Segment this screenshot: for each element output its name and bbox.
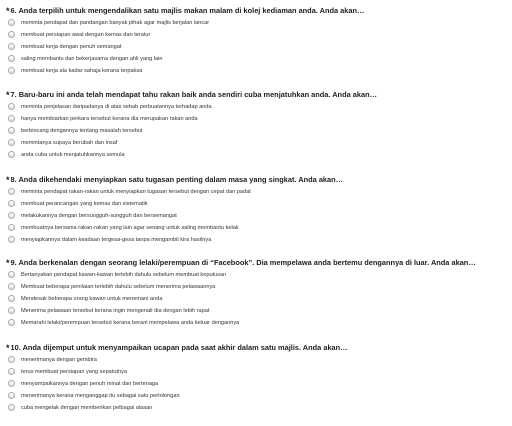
- radio-button[interactable]: [8, 319, 15, 326]
- radio-button[interactable]: [8, 43, 15, 50]
- radio-button[interactable]: [8, 307, 15, 314]
- answer-option[interactable]: [6, 65, 506, 77]
- option-label: melakukannya dengan bersungguh-sungguh dan bersemangat: [21, 213, 177, 219]
- question-text: 8. Anda dikehendaki menyiapkan satu tugasan penting dalam masa yang singkat. Anda akan…: [10, 175, 344, 184]
- question-text: 10. Anda dijemput untuk menyampaikan ucapan pada saat akhir dalam satu majlis. Anda akan…: [10, 343, 348, 352]
- answer-option[interactable]: [6, 198, 506, 210]
- answer-option[interactable]: [6, 41, 506, 53]
- radio-button[interactable]: [8, 380, 15, 387]
- radio-button[interactable]: [8, 188, 15, 195]
- answer-option[interactable]: [6, 378, 506, 390]
- answer-option[interactable]: [6, 234, 506, 246]
- question-7: [6, 88, 506, 161]
- radio-button[interactable]: [8, 392, 15, 399]
- option-label: Membuat beberapa penilaian terlebih dahulu sebelum menerima pelawaannya: [21, 284, 216, 290]
- answer-option[interactable]: [6, 269, 506, 281]
- answer-option[interactable]: [6, 17, 506, 29]
- answer-option[interactable]: [6, 113, 506, 125]
- option-label: membuat kerja ala kadar sahaja kerana terpaksa: [21, 68, 143, 74]
- answer-option[interactable]: [6, 137, 506, 149]
- radio-button[interactable]: [8, 283, 15, 290]
- answer-option[interactable]: [6, 125, 506, 137]
- radio-button[interactable]: [8, 271, 15, 278]
- answer-option[interactable]: [6, 222, 506, 234]
- question-title: [6, 341, 506, 354]
- radio-button[interactable]: [8, 404, 15, 411]
- option-label: Bertanyakan pendapat kawan-kawan terlebih dahulu sebelum membuat keputusan: [21, 272, 227, 278]
- option-label: menerimanya kerana menganggap itu sebagai satu pertolongan: [21, 393, 180, 399]
- radio-button[interactable]: [8, 19, 15, 26]
- option-label: terus membuat persiapan yang sepatutnya: [21, 369, 128, 375]
- question-title: [6, 256, 506, 269]
- option-label: saling membantu dan bekerjasama dengan ahli yang lain: [21, 56, 163, 62]
- option-label: membuat kerja dengan penuh semangat: [21, 44, 122, 50]
- radio-button[interactable]: [8, 31, 15, 38]
- radio-button[interactable]: [8, 356, 15, 363]
- required-asterisk: *: [6, 90, 10, 100]
- radio-button[interactable]: [8, 295, 15, 302]
- option-label: meminta pendapat rakan-rakan untuk menyiapkan tugasan tersebut dengan cepat dan padat: [21, 189, 251, 195]
- answer-option[interactable]: [6, 53, 506, 65]
- answer-option[interactable]: [6, 281, 506, 293]
- radio-button[interactable]: [8, 67, 15, 74]
- answer-option[interactable]: [6, 402, 506, 414]
- answer-option[interactable]: [6, 29, 506, 41]
- option-label: meminta pendapat dan pandangan banyak pihak agar majlis berjalan lancar: [21, 20, 210, 26]
- question-10: [6, 341, 506, 414]
- answer-option[interactable]: [6, 305, 506, 317]
- option-label: membuat persiapan awal dengan kemas dan teratur: [21, 32, 151, 38]
- answer-option[interactable]: [6, 366, 506, 378]
- required-asterisk: *: [6, 343, 10, 353]
- option-label: hanya membiarkan perkara tersebut kerana dia merupakan rakan anda: [21, 116, 198, 122]
- answer-option[interactable]: [6, 101, 506, 113]
- option-label: menyiapkannya dalam keadaan tergesa-gesa tanpa mengambil kira hasilnya: [21, 237, 212, 243]
- radio-button[interactable]: [8, 151, 15, 158]
- radio-button[interactable]: [8, 200, 15, 207]
- answer-option[interactable]: [6, 317, 506, 329]
- question-6: [6, 4, 506, 77]
- required-asterisk: *: [6, 6, 10, 16]
- required-asterisk: *: [6, 175, 10, 185]
- option-label: anda cuba untuk menjatuhkannya semula: [21, 152, 125, 158]
- option-label: cuba mengelak dengan memberikan pelbagai alasan: [21, 405, 153, 411]
- radio-button[interactable]: [8, 368, 15, 375]
- option-label: menyampaikannya dengan penuh minat dan bertenaga: [21, 381, 159, 387]
- option-label: berbincang dengannya tentang masalah tersebut: [21, 128, 143, 134]
- option-label: menerimanya dengan gembira: [21, 357, 97, 363]
- radio-button[interactable]: [8, 139, 15, 146]
- option-label: membuatnya bersama rakan-rakan yang lain agar senang untuk saling membantu kelak: [21, 225, 239, 231]
- answer-option[interactable]: [6, 210, 506, 222]
- question-text: 6. Anda terpilih untuk mengendalikan satu majlis makan malam di kolej kediaman anda. Anda akan…: [10, 6, 365, 15]
- question-text: 9. Anda berkenalan dengan seorang lelaki/perempuan di “Facebook”. Dia mempelawa anda bertemu dengannya di luar. Anda akan…: [10, 258, 476, 267]
- question-title: [6, 88, 506, 101]
- option-label: membuat perancangan yang kemas dan sistematik: [21, 201, 148, 207]
- radio-button[interactable]: [8, 127, 15, 134]
- radio-button[interactable]: [8, 212, 15, 219]
- radio-button[interactable]: [8, 103, 15, 110]
- question-title: [6, 173, 506, 186]
- answer-option[interactable]: [6, 390, 506, 402]
- answer-option[interactable]: [6, 293, 506, 305]
- option-label: Menerima pelawaan tersebut kerana ingin mengenali dia dengan lebih rapat: [21, 308, 210, 314]
- option-label: Memarahi lelaki/perempuan tersebut kerana berani mempelawa anda keluar dengannya: [21, 320, 240, 326]
- question-text: 7. Baru-baru ini anda telah mendapat tahu rakan baik anda sendiri cuba menjatuhkan anda. Anda akan…: [10, 90, 377, 99]
- answer-option[interactable]: [6, 149, 506, 161]
- answer-option[interactable]: [6, 354, 506, 366]
- option-label: meminta penjelasan daripadanya di atas sebab perbuatannya terhadap anda: [21, 104, 212, 110]
- option-label: memintanya supaya berubah dan insaf: [21, 140, 118, 146]
- answer-option[interactable]: [6, 186, 506, 198]
- question-9: [6, 256, 506, 329]
- radio-button[interactable]: [8, 55, 15, 62]
- question-title: [6, 4, 506, 17]
- radio-button[interactable]: [8, 224, 15, 231]
- question-8: [6, 173, 506, 246]
- required-asterisk: *: [6, 258, 10, 268]
- radio-button[interactable]: [8, 236, 15, 243]
- option-label: Mendesak beberapa orang kawan untuk menemani anda: [21, 296, 163, 302]
- radio-button[interactable]: [8, 115, 15, 122]
